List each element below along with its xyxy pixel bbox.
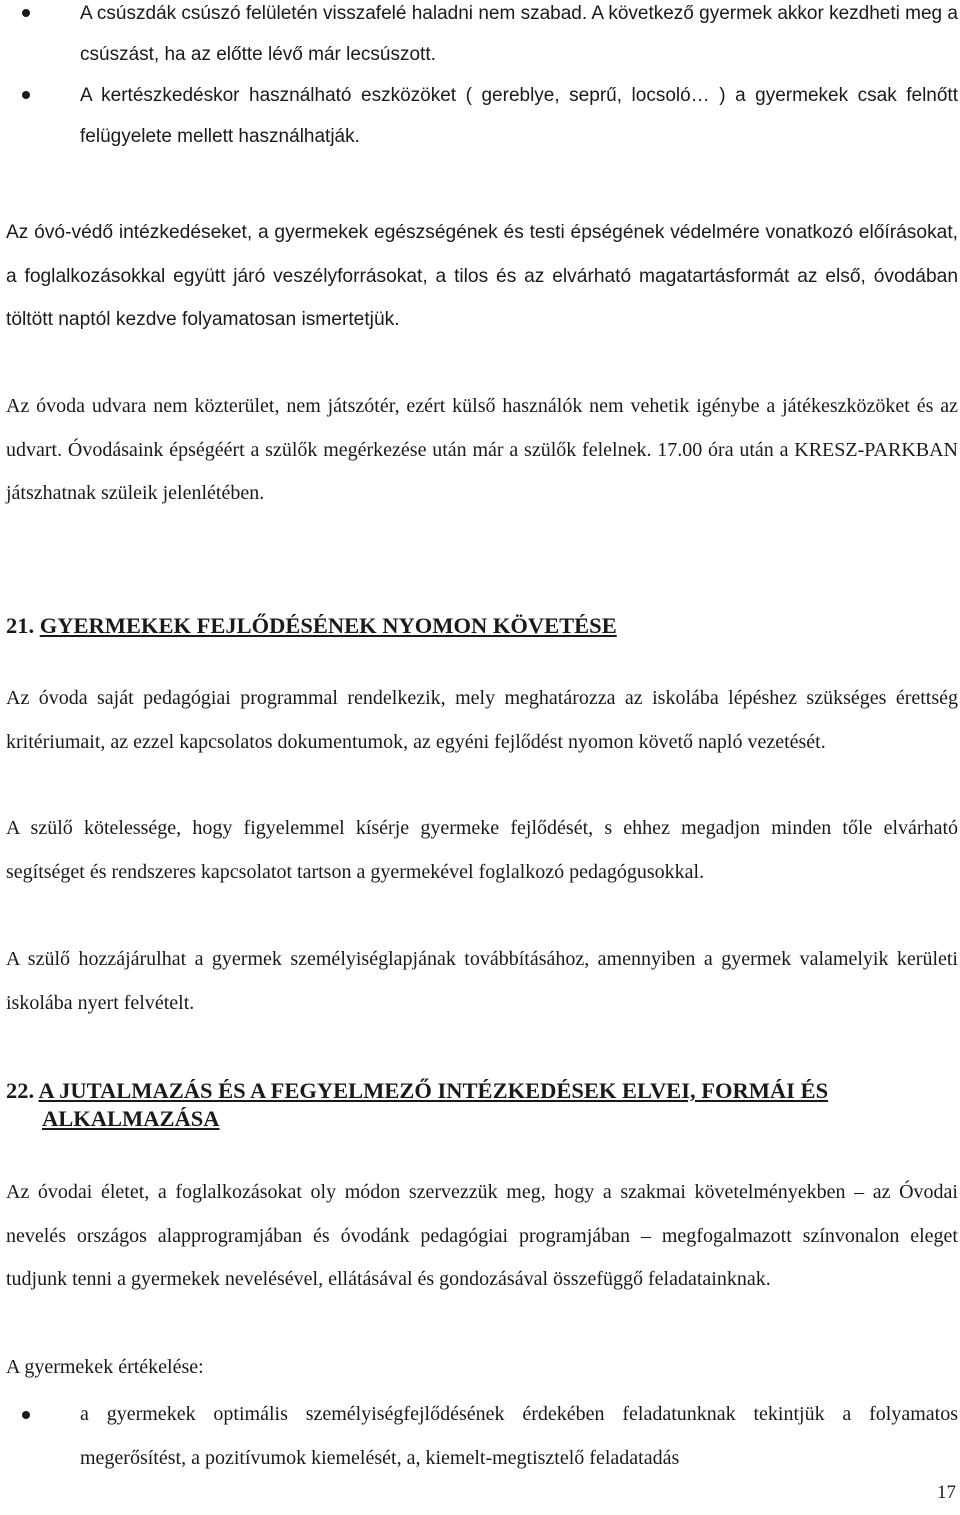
yard-usage-paragraph: Az óvoda udvara nem közterület, nem játszótér, ezért külső használók nem vehetik igénybe a játékeszközöket és az udvart. Óvodásaink épségéért a szülők megérkezése után már a szülők felelnek. 17.00 óra után a KRESZ-PARKBAN játszhatnak szüleik jelenlétében. bbox=[6, 395, 958, 504]
section-21-paragraph-1: Az óvoda saját pedagógiai programmal rendelkezik, mely meghatározza az iskolába lépéshez szükséges érettség kritériumait, az ezzel kapcsolatos dokumentumok, az egyéni fejlődést nyomon követő napló vezetését. bbox=[6, 687, 958, 753]
section-22-heading bbox=[6, 1077, 958, 1133]
list-item-text: A csúszdák csúszó felületén visszafelé haladni nem szabad. A következő gyermek akkor kezdheti meg a csúszást, ha az előtte lévő már lecsúszott. bbox=[80, 3, 958, 65]
safety-rules-list bbox=[6, 0, 958, 157]
bullet-icon bbox=[22, 91, 30, 99]
section-title-line-2: ALKALMAZÁSA bbox=[42, 1106, 220, 1131]
section-number: 21. bbox=[6, 613, 35, 638]
section-number: 22. bbox=[6, 1078, 35, 1103]
list-item bbox=[6, 0, 958, 75]
list-item-text: A kertészkedéskor használható eszközöket ( gereblye, seprű, locsoló… ) a gyermekek csak felnőtt felügyelete mellett használhatják. bbox=[80, 85, 958, 147]
page-number: 17 bbox=[937, 1482, 956, 1503]
section-title-line-1 bbox=[6, 1077, 958, 1105]
section-21-paragraph-3: A szülő hozzájárulhat a gyermek személyiséglapjának továbbításához, amennyiben a gyermek valamelyik kerületi iskolába nyert felvételt. bbox=[6, 948, 958, 1014]
safety-measures-paragraph: Az óvó-védő intézkedéseket, a gyermekek egészségének és testi épségének védelmére vonatkozó előírásokat, a foglalkozásokkal együtt járó veszélyforrásokat, a tilos és az elvárható magatartásformát az első, óvodában töltött naptól kezdve folyamatosan ismertetjük. bbox=[6, 222, 958, 330]
section-title: GYERMEKEK FEJLŐDÉSÉNEK NYOMON KÖVETÉSE bbox=[39, 613, 617, 638]
section-21-paragraph-2: A szülő kötelessége, hogy figyelemmel kísérje gyermeke fejlődését, s ehhez megadjon minden tőle elvárható segítséget és rendszeres kapcsolatot tartson a gyermekével foglalkozó pedagógusokkal. bbox=[6, 817, 958, 883]
list-item bbox=[6, 75, 958, 157]
list-item-text: a gyermekek optimális személyiségfejlődésének érdekében feladatunknak tekintjük a folyamatos megerősítést, a pozitívumok kiemelését, a, kiemelt-megtisztelő feladatadás bbox=[80, 1403, 958, 1469]
section-21-heading bbox=[6, 612, 958, 640]
bullet-icon bbox=[22, 9, 30, 17]
section-title-text: A JUTALMAZÁS ÉS A FEGYELMEZŐ INTÉZKEDÉSEK ELVEI, FORMÁI ÉS bbox=[38, 1078, 829, 1103]
bullet-icon bbox=[22, 1411, 30, 1419]
section-22-paragraph-1: Az óvodai életet, a foglalkozásokat oly módon szervezzük meg, hogy a szakmai követelményekben – az Óvodai nevelés országos alapprogramjában és óvodánk pedagógiai programjában – megfogalmazott színvonalon eleget tudjunk tenni a gyermekek nevelésével, ellátásával és gondozásával összefüggő feladatainknak. bbox=[6, 1181, 958, 1290]
evaluation-list bbox=[6, 1393, 958, 1480]
evaluation-label: A gyermekek értékelése: bbox=[6, 1356, 204, 1378]
list-item bbox=[6, 1393, 958, 1480]
